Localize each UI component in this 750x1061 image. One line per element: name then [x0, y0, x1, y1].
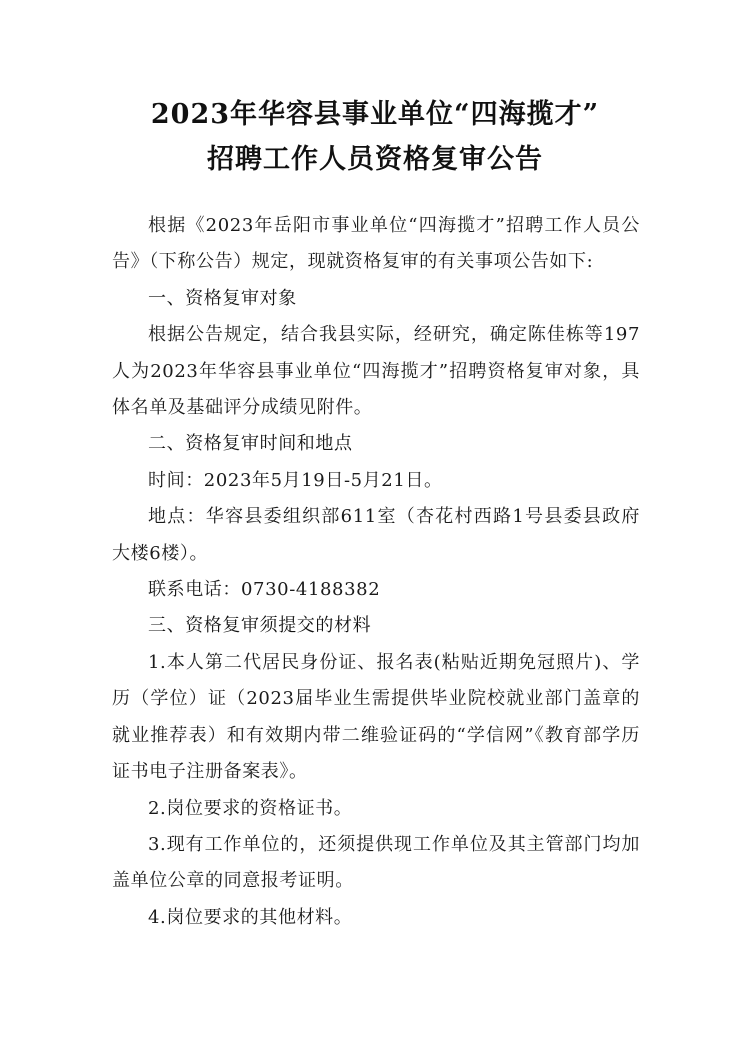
intro-paragraph: 根据《2023年岳阳市事业单位“四海揽才”招聘工作人员公告》（下称公告）规定，现就资格复审的有关事项公告如下: — [112, 215, 640, 273]
section-heading-time-place: 二、资格复审时间和地点 — [148, 433, 353, 455]
paragraph-material-4: 4.岗位要求的其他材料。 — [148, 906, 353, 928]
paragraph-material-3: 3.现有工作单位的，还须提供现工作单位及其主管部门均加盖单位公章的同意报考证明。 — [112, 833, 640, 892]
paragraph-time: 时间：2023年5月19日-5月21日。 — [148, 469, 443, 491]
document-body — [112, 208, 640, 936]
paragraph-place: 地点：华容县委组织部611室（杏花村西路1号县委县政府大楼6楼）。 — [112, 506, 640, 564]
document-title-line-1: 2023年华容县事业单位“四海揽才” — [150, 99, 600, 130]
paragraph-review-targets: 根据公告规定，结合我县实际，经研究，确定陈佳栋等197人为2023年华容县事业单位“四海揽才”招聘资格复审对象，具体名单及基础评分成绩见附件。 — [112, 324, 640, 419]
section-heading-review-targets: 一、资格复审对象 — [148, 287, 297, 309]
section-heading-materials: 三、资格复审须提交的材料 — [148, 615, 372, 637]
paragraph-material-1: 1.本人第二代居民身份证、报名表(粘贴近期免冠照片)、学历（学位）证（2023届毕业生需提供毕业院校就业部门盖章的就业推荐表）和有效期内带二维验证码的“学信网”《教育部学历证书电子注册备案表》。 — [112, 651, 640, 783]
paragraph-phone: 联系电话：0730-4188382 — [148, 579, 381, 601]
paragraph-material-2: 2.岗位要求的资格证书。 — [148, 797, 353, 819]
document-title-line-2: 招聘工作人员资格复审公告 — [207, 144, 543, 175]
